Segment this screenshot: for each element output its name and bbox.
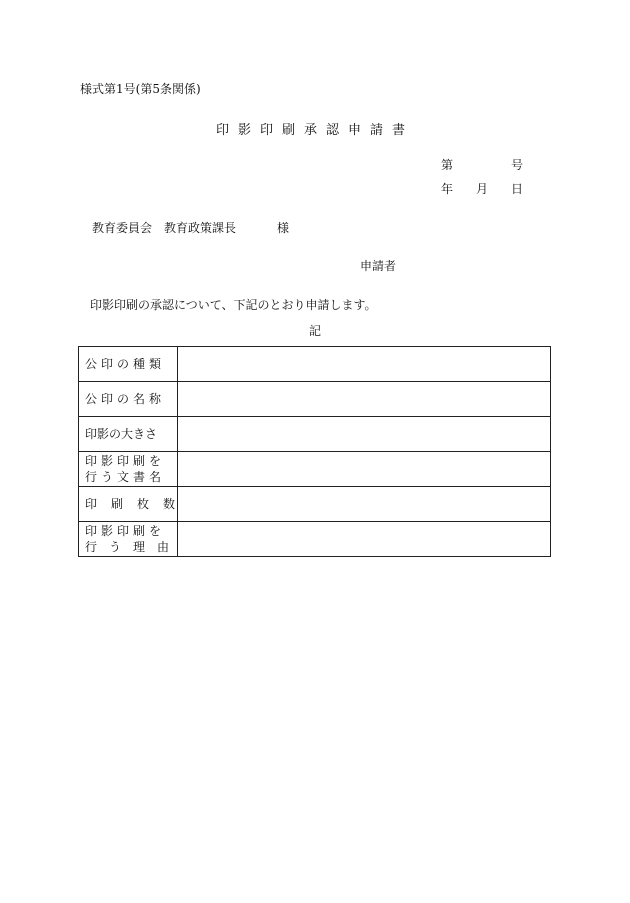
row-label-line: 印影印刷を	[85, 454, 166, 468]
table-row	[79, 452, 551, 487]
table-row	[79, 417, 551, 452]
row-label-line: 公印の種類	[85, 357, 166, 371]
date-month-label: 月	[476, 182, 489, 196]
document-number-suffix: 号	[511, 158, 524, 172]
addressee-name: 教育委員会 教育政策課長	[92, 221, 237, 235]
table-row	[79, 382, 551, 417]
row-value-field[interactable]	[178, 522, 551, 557]
date-day-label: 日	[511, 182, 524, 196]
row-label	[79, 347, 178, 382]
row-label	[79, 452, 178, 487]
row-value-field[interactable]	[178, 487, 551, 522]
table-row	[79, 522, 551, 557]
row-label	[79, 417, 178, 452]
row-label	[79, 382, 178, 417]
note-heading: 記	[308, 324, 321, 338]
document-number-label: 第	[441, 158, 454, 172]
applicant-label: 申請者	[360, 259, 397, 273]
row-label-line: 印影の大きさ	[85, 427, 158, 441]
table-row	[79, 347, 551, 382]
request-statement: 印影印刷の承認について、下記のとおり申請します。	[90, 298, 377, 312]
row-label-line: 印刷枚数	[85, 497, 190, 511]
date-year-label: 年	[441, 182, 454, 196]
document-title: 印影印刷承認申請書	[215, 123, 414, 138]
addressee-honorific: 様	[277, 221, 290, 235]
row-label-line: 印影印刷を	[85, 524, 166, 538]
form-number: 様式第1号(第5条関係)	[80, 82, 201, 96]
row-value-field[interactable]	[178, 382, 551, 417]
row-value-field[interactable]	[178, 417, 551, 452]
table-row	[79, 487, 551, 522]
row-label-line: 行う理由	[85, 540, 182, 554]
row-label-line: 行う文書名	[85, 470, 166, 484]
row-label	[79, 487, 190, 522]
row-label	[79, 522, 182, 557]
row-value-field[interactable]	[178, 452, 551, 487]
row-value-field[interactable]	[178, 347, 551, 382]
row-label-line: 公印の名称	[85, 392, 166, 406]
application-form-table	[78, 346, 551, 557]
